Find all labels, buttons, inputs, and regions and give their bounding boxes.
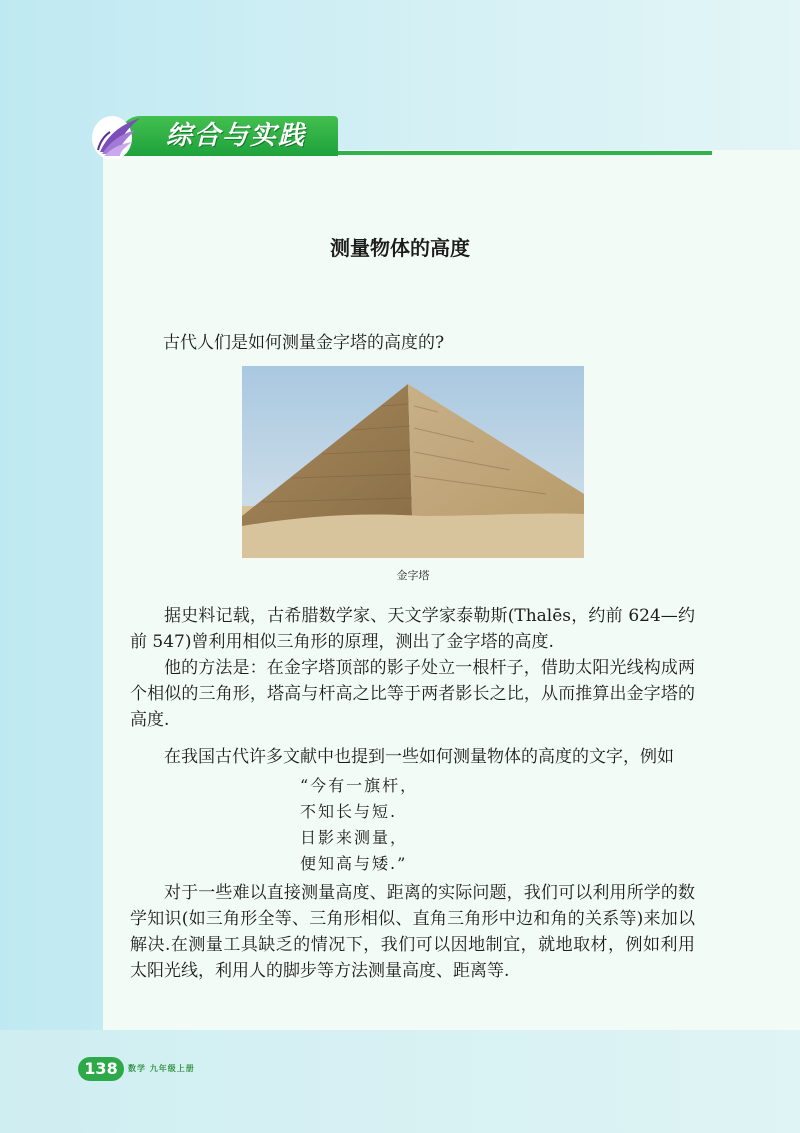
- header-rule: [330, 151, 712, 155]
- paragraph-thales: [130, 603, 695, 655]
- paragraph-summary: [130, 880, 695, 984]
- book-label: 数学 九年级上册: [128, 1064, 195, 1073]
- paragraph-ancient-texts: [130, 744, 695, 770]
- paragraph-text: 对于一些难以直接测量高度、距离的实际问题，我们可以利用所学的数学知识(如三角形全等、三角形相似、直角三角形中边和角的关系等)来加以解决.在测量工具缺乏的情况下，我们可以因地制宜，就地取材，例如利用太阳光线，利用人的脚步等方法测量高度、距离等.: [130, 883, 695, 981]
- poem-line: 不知长与短.: [300, 802, 398, 821]
- paragraph-text: 据史料记载，古希腊数学家、天文学家泰勒斯(Thalēs，约前 624—约前 547)曾利用相似三角形的原理，测出了金字塔的高度.: [130, 606, 695, 652]
- paragraph-text: 在我国古代许多文献中也提到一些如何测量物体的高度的文字，例如: [164, 747, 674, 767]
- intro-question: 古代人们是如何测量金字塔的高度的?: [163, 333, 445, 353]
- paragraph-method: [130, 655, 695, 733]
- page-number: 138: [84, 1059, 118, 1078]
- page-bottom-margin: [0, 1030, 800, 1133]
- page-title: 测量物体的高度: [330, 236, 470, 260]
- section-label: 综合与实践: [166, 121, 307, 151]
- figure-caption: 金字塔: [396, 569, 430, 582]
- poem: [300, 773, 418, 877]
- poem-line: “今有一旗杆，: [300, 776, 419, 795]
- poem-line: 日影来测量，: [300, 828, 409, 847]
- paragraph-text: 他的方法是：在金字塔顶部的影子处立一根杆子，借助太阳光线构成两个相似的三角形，塔高与杆高之比等于两者影长之比，从而推算出金字塔的高度.: [130, 658, 695, 730]
- poem-line: 便知高与矮.”: [300, 854, 408, 873]
- wing-logo-icon: [90, 112, 148, 162]
- pyramid-photo: [242, 366, 584, 558]
